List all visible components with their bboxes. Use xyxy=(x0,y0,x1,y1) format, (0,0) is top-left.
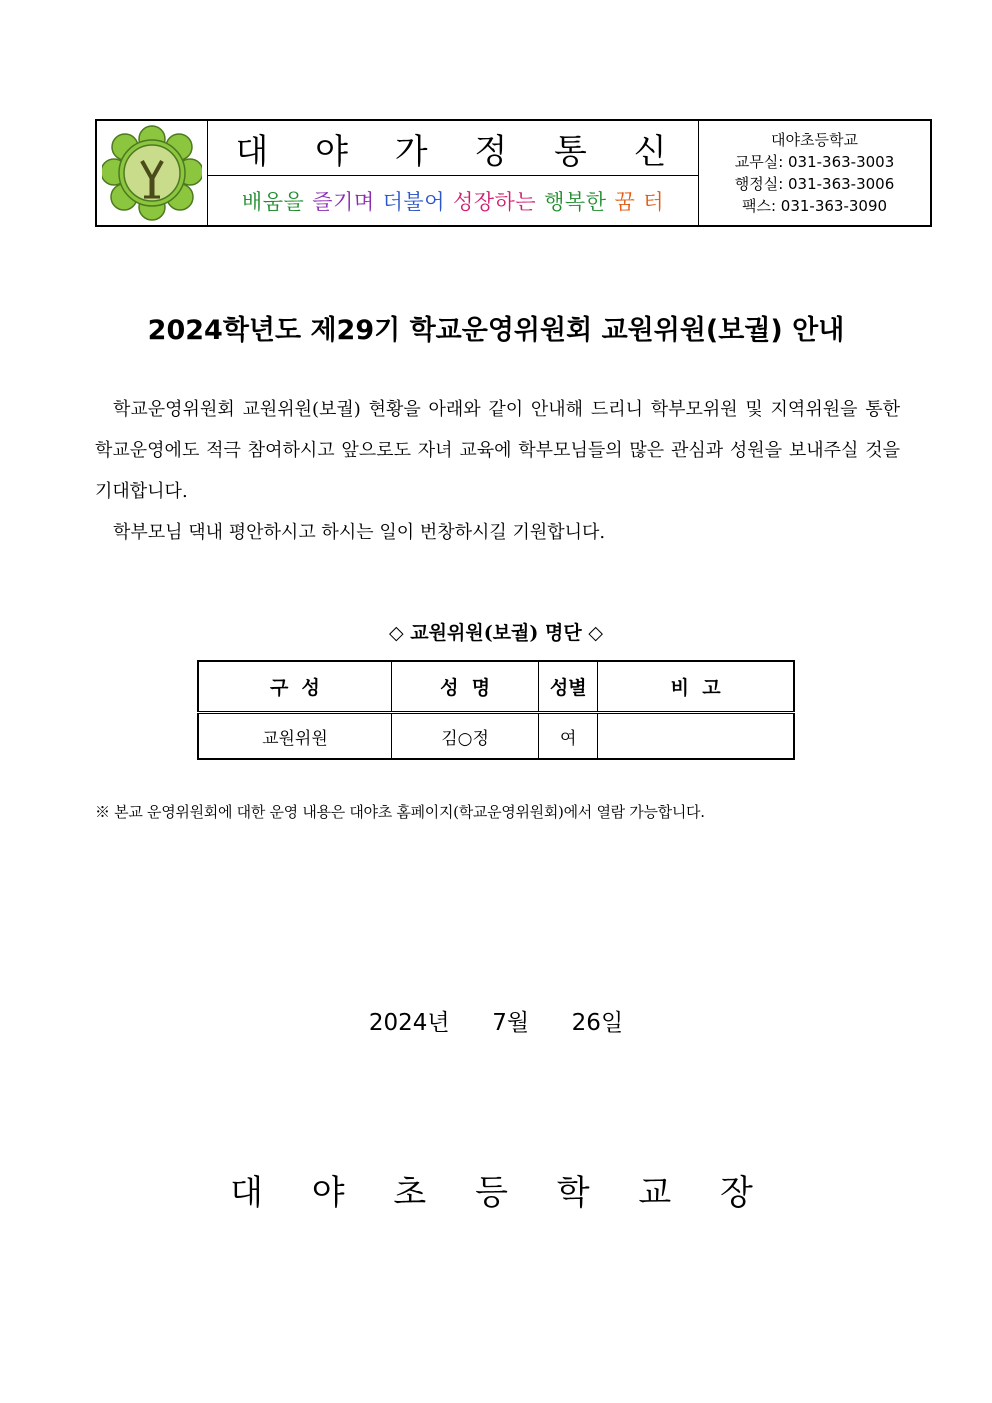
table-header-row xyxy=(198,661,794,713)
school-name: 대야초등학교 xyxy=(771,131,858,149)
cell-name: 김○정 xyxy=(391,713,539,760)
motto-word: 터 xyxy=(643,189,665,214)
document-date: 2024년 7월 26일 xyxy=(368,1010,624,1036)
paragraph: 학교운영위원회 교원위원(보궐) 현황을 아래와 같이 안내해 드리니 학부모위원 및 지역위원을 통한 학교운영에도 적극 참여하시고 앞으로도 자녀 교육에 학부모님들의 많은 관심과 성원을 보내주실 것을 기대합니다. xyxy=(95,399,900,502)
school-logo-icon xyxy=(102,125,202,221)
member-list-title: ◇ 교원위원(보궐) 명단 ◇ xyxy=(389,622,603,644)
office-phone: 교무실: 031-363-3003 xyxy=(734,153,895,171)
motto-word: 즐기며 xyxy=(312,189,375,214)
motto-word: 성장하는 xyxy=(452,189,537,214)
table-row xyxy=(198,713,794,760)
header-title-cell xyxy=(208,121,699,225)
cell-gender: 여 xyxy=(539,713,598,760)
column-header: 비 고 xyxy=(598,661,794,713)
motto-word: 더불어 xyxy=(382,189,445,214)
newsletter-title: 대 야 가 정 통 신 xyxy=(208,121,698,176)
paragraph: 학부모님 댁내 평안하시고 하시는 일이 번창하시길 기원합니다. xyxy=(113,522,606,543)
body-text xyxy=(95,389,900,553)
motto-word: 배움을 xyxy=(241,189,305,214)
column-header: 성별 xyxy=(539,661,598,713)
cell-role: 교원위원 xyxy=(198,713,391,760)
newsletter-header xyxy=(95,119,932,227)
document-title: 2024학년도 제29기 학교운영위원회 교원위원(보궐) 안내 xyxy=(147,315,845,346)
school-contact-cell xyxy=(699,121,930,225)
footnote: ※ 본교 운영위원회에 대한 운영 내용은 대야초 홈페이지(학교운영위원회)에서 열람 가능합니다. xyxy=(95,803,705,821)
principal-signature: 대 야 초 등 학 교 장 xyxy=(230,1173,772,1213)
motto-word: 꿈 xyxy=(614,189,636,214)
cell-remarks xyxy=(598,713,794,760)
fax-number: 팩스: 031-363-3090 xyxy=(741,197,888,215)
motto-word: 행복한 xyxy=(544,189,607,214)
column-header: 구 성 xyxy=(198,661,391,713)
column-header: 성 명 xyxy=(391,661,539,713)
admin-phone: 행정실: 031-363-3006 xyxy=(734,175,895,193)
member-table xyxy=(197,660,795,760)
school-logo-cell xyxy=(97,121,208,225)
school-motto xyxy=(208,176,698,225)
